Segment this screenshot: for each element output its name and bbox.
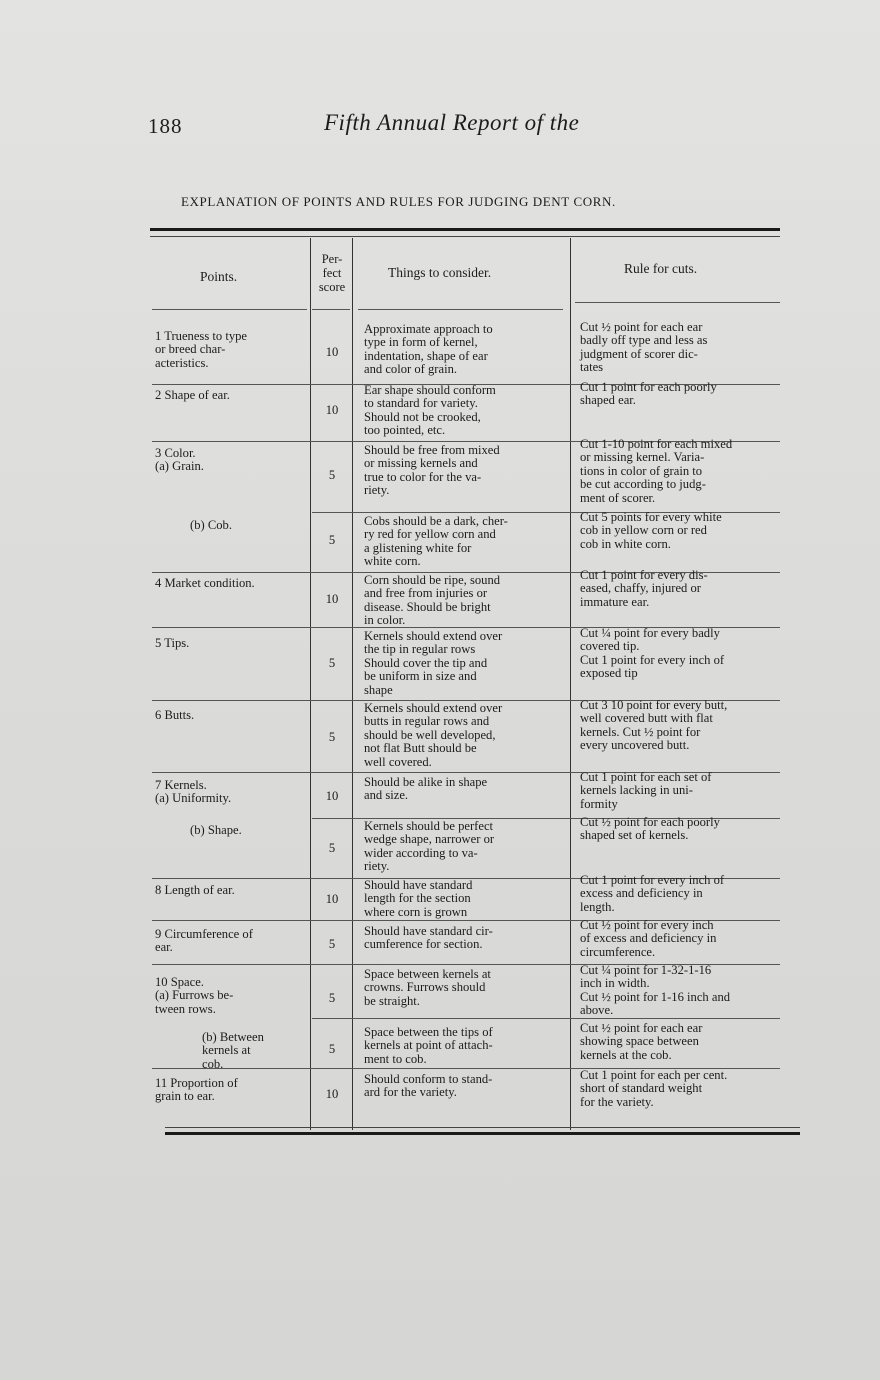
row-7b-score: 5 bbox=[328, 841, 336, 855]
bottom-rule bbox=[165, 1132, 800, 1135]
row-10a-score: 5 bbox=[328, 991, 336, 1005]
row-9-points: 9 Circumference of ear. bbox=[155, 927, 253, 955]
row-7b-points: (b) Shape. bbox=[190, 823, 242, 837]
header-underline bbox=[358, 309, 563, 310]
page-number: 188 bbox=[148, 114, 183, 138]
row-7a-score: 10 bbox=[325, 789, 339, 803]
top-rule bbox=[150, 228, 780, 231]
row-10b-score: 5 bbox=[328, 1042, 336, 1056]
row-10b-rule: Cut ½ point for each ear showing space between kernels at the cob. bbox=[580, 1021, 703, 1062]
bottom-rule-thin bbox=[165, 1127, 800, 1128]
column-divider bbox=[310, 238, 311, 1130]
row-10b-points: (b) Between kernels at cob. bbox=[202, 1030, 264, 1071]
row-3a-points: 3 Color. (a) Grain. bbox=[155, 446, 204, 474]
row-11-consider: Should conform to stand- ard for the variety. bbox=[364, 1072, 493, 1100]
row-2-points: 2 Shape of ear. bbox=[155, 388, 230, 402]
row-10b-consider: Space between the tips of kernels at point of attach- ment to cob. bbox=[364, 1025, 493, 1066]
row-1-consider: Approximate approach to type in form of kernel, indentation, shape of ear and color of grain. bbox=[364, 322, 493, 377]
row-7a-rule: Cut 1 point for each set of kernels lacking in uni- formity bbox=[580, 770, 712, 811]
row-6-consider: Kernels should extend over butts in regular rows and should be well developed, not flat Butt should be well covered. bbox=[364, 701, 503, 769]
row-7a-consider: Should be alike in shape and size. bbox=[364, 775, 488, 803]
row-6-points: 6 Butts. bbox=[155, 708, 195, 722]
row-3b-score: 5 bbox=[328, 533, 336, 547]
row-1-points: 1 Trueness to type or breed char- acteristics. bbox=[155, 329, 248, 370]
column-header-score: Per- fect score bbox=[318, 252, 346, 294]
header-underline bbox=[575, 302, 780, 303]
row-1-rule: Cut ½ point for each ear badly off type and less as judgment of scorer dic- tates bbox=[580, 320, 708, 375]
row-2-consider: Ear shape should conform to standard for variety. Should not be crooked, too pointed, etc. bbox=[364, 383, 496, 438]
row-separator bbox=[312, 1018, 780, 1019]
row-3b-consider: Cobs should be a dark, cher- ry red for yellow corn and a glistening white for white corn. bbox=[364, 514, 508, 569]
row-9-score: 5 bbox=[328, 937, 336, 951]
row-11-score: 10 bbox=[325, 1087, 339, 1101]
row-8-rule: Cut 1 point for every inch of excess and deficiency in length. bbox=[580, 873, 725, 914]
row-3a-rule: Cut 1-10 point for each mixed or missing kernel. Varia- tions in color of grain to be cut according to judg- ment of scorer. bbox=[580, 437, 733, 505]
row-10a-rule: Cut ¼ point for 1-32-1-16 inch in width. Cut ½ point for 1-16 inch and above. bbox=[580, 963, 731, 1018]
top-rule-thin bbox=[150, 236, 780, 237]
row-3b-points: (b) Cob. bbox=[190, 518, 232, 532]
row-3a-consider: Should be free from mixed or missing kernels and true to color for the va- riety. bbox=[364, 443, 500, 498]
row-2-rule: Cut 1 point for each poorly shaped ear. bbox=[580, 380, 717, 408]
row-8-points: 8 Length of ear. bbox=[155, 883, 235, 897]
running-title: Fifth Annual Report of the bbox=[324, 110, 580, 135]
table-title: EXPLANATION OF POINTS AND RULES FOR JUDGING DENT CORN. bbox=[181, 194, 616, 209]
row-11-points: 11 Proportion of grain to ear. bbox=[155, 1076, 238, 1104]
row-7b-rule: Cut ½ point for each poorly shaped set of kernels. bbox=[580, 815, 720, 843]
column-header-consider: Things to consider. bbox=[388, 265, 492, 280]
row-10a-points: 10 Space. (a) Furrows be- tween rows. bbox=[155, 975, 234, 1016]
column-header-points: Points. bbox=[200, 269, 238, 284]
row-5-rule: Cut ¼ point for every badly covered tip. Cut 1 point for every inch of exposed tip bbox=[580, 626, 725, 681]
row-4-consider: Corn should be ripe, sound and free from injuries or disease. Should be bright in color. bbox=[364, 573, 501, 628]
header-underline bbox=[152, 309, 307, 310]
row-9-consider: Should have standard cir- cumference for section. bbox=[364, 924, 493, 952]
row-3b-rule: Cut 5 points for every white cob in yellow corn or red cob in white corn. bbox=[580, 510, 722, 551]
row-8-score: 10 bbox=[325, 892, 339, 906]
column-header-rule: Rule for cuts. bbox=[624, 261, 698, 276]
row-5-points: 5 Tips. bbox=[155, 636, 190, 650]
row-5-score: 5 bbox=[328, 656, 336, 670]
row-7a-points: 7 Kernels. (a) Uniformity. bbox=[155, 778, 232, 806]
row-9-rule: Cut ½ point for every inch of excess and deficiency in circumference. bbox=[580, 918, 717, 959]
row-2-score: 10 bbox=[325, 403, 339, 417]
row-4-points: 4 Market condition. bbox=[155, 576, 255, 590]
header-underline bbox=[312, 309, 350, 310]
row-5-consider: Kernels should extend over the tip in regular rows Should cover the tip and be uniform in size and shape bbox=[364, 629, 503, 697]
row-8-consider: Should have standard length for the section where corn is grown bbox=[364, 878, 473, 919]
row-11-rule: Cut 1 point for each per cent. short of standard weight for the variety. bbox=[580, 1068, 728, 1109]
row-1-score: 10 bbox=[325, 345, 339, 359]
row-3a-score: 5 bbox=[328, 468, 336, 482]
row-4-score: 10 bbox=[325, 592, 339, 606]
column-divider bbox=[352, 238, 353, 1130]
row-6-rule: Cut 3 10 point for every butt, well covered butt with flat kernels. Cut ½ point for every uncovered butt. bbox=[580, 698, 728, 753]
row-10a-consider: Space between kernels at crowns. Furrows should be straight. bbox=[364, 967, 491, 1008]
row-6-score: 5 bbox=[328, 730, 336, 744]
column-divider bbox=[570, 238, 571, 1130]
row-7b-consider: Kernels should be perfect wedge shape, narrower or wider according to va- riety. bbox=[364, 819, 495, 874]
row-4-rule: Cut 1 point for every dis- eased, chaffy, injured or immature ear. bbox=[580, 568, 708, 609]
